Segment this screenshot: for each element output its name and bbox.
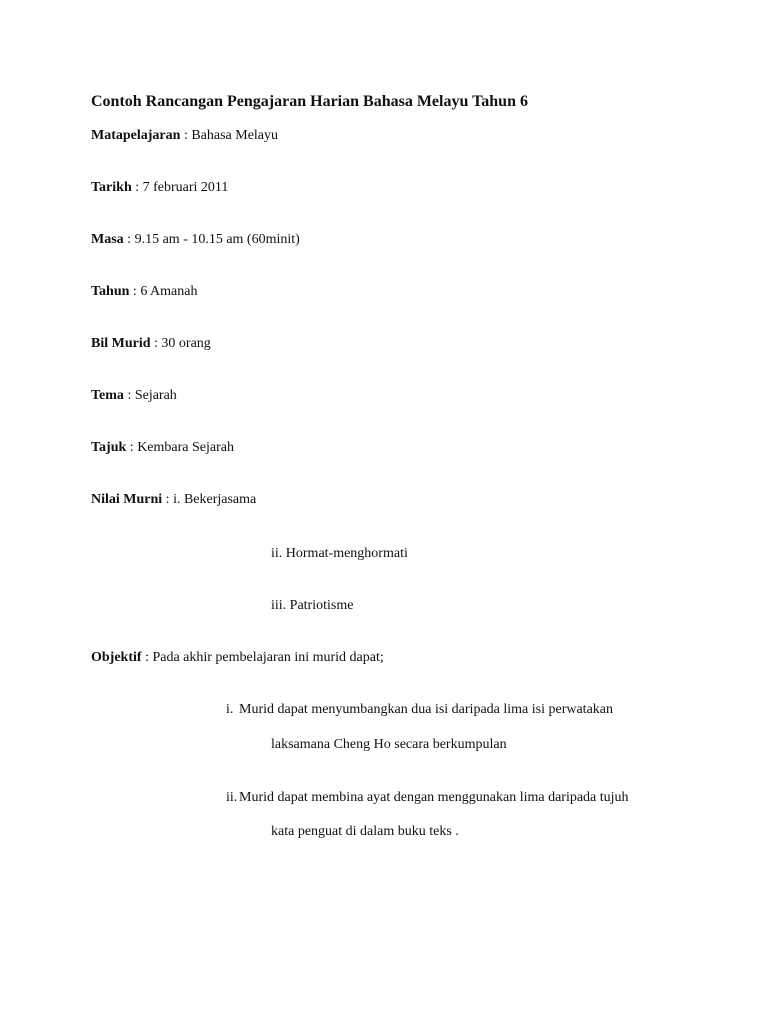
field-label: Objektif <box>91 650 142 665</box>
field-value: Bahasa Melayu <box>191 128 279 143</box>
field-value: Kembara Sejarah <box>137 440 234 455</box>
nilai-murni-item: iii. Patriotisme <box>271 598 354 613</box>
field-label: Tahun <box>91 284 130 299</box>
objektif-item-number: i. <box>226 702 234 717</box>
field-label: Tajuk <box>91 440 127 455</box>
field-tarikh <box>91 179 228 197</box>
field-separator: : <box>126 440 138 455</box>
field-label: Tema <box>91 388 124 403</box>
field-separator: : <box>123 388 135 403</box>
field-separator: : <box>129 284 141 299</box>
field-label: Matapelajaran <box>91 128 181 143</box>
document-title: Contoh Rancangan Pengajaran Harian Bahasa Melayu Tahun 6 <box>91 93 528 110</box>
field-nilai-murni <box>91 491 256 509</box>
objektif-item <box>226 789 629 807</box>
objektif-item-continuation: kata penguat di dalam buku teks . <box>271 824 459 839</box>
field-separator: : <box>141 650 153 665</box>
objektif-item-text: Murid dapat membina ayat dengan menggunakan lima daripada tujuh <box>239 790 629 805</box>
objektif-item-text: Murid dapat menyumbangkan dua isi daripada lima isi perwatakan <box>239 702 614 717</box>
field-label: Bil Murid <box>91 336 151 351</box>
objektif-item-continuation: laksamana Cheng Ho secara berkumpulan <box>271 737 507 752</box>
field-separator: : <box>123 232 135 247</box>
field-separator: : <box>180 128 192 143</box>
field-value: Sejarah <box>134 388 177 403</box>
field-value: 6 Amanah <box>140 284 198 299</box>
field-value: 9.15 am - 10.15 am (60minit) <box>134 232 300 247</box>
field-label: Nilai Murni <box>91 492 163 507</box>
objektif-item <box>226 701 613 719</box>
field-separator: : <box>150 336 162 351</box>
field-objektif <box>91 649 384 667</box>
objektif-item-number: ii. <box>226 790 238 805</box>
nilai-murni-item: ii. Hormat-menghormati <box>271 546 408 561</box>
nilai-murni-item: i. Bekerjasama <box>173 492 257 507</box>
field-label: Tarikh <box>91 180 132 195</box>
field-separator: : <box>131 180 143 195</box>
field-label: Masa <box>91 232 124 247</box>
field-value: 30 orang <box>161 336 211 351</box>
field-masa <box>91 231 300 249</box>
field-tajuk <box>91 439 234 457</box>
objektif-intro: Pada akhir pembelajaran ini murid dapat; <box>152 650 384 665</box>
field-tema <box>91 387 177 405</box>
field-value: 7 februari 2011 <box>142 180 229 195</box>
field-tahun <box>91 283 197 301</box>
field-matapelajaran <box>91 127 278 145</box>
field-separator: : <box>162 492 174 507</box>
field-bil-murid <box>91 335 211 353</box>
